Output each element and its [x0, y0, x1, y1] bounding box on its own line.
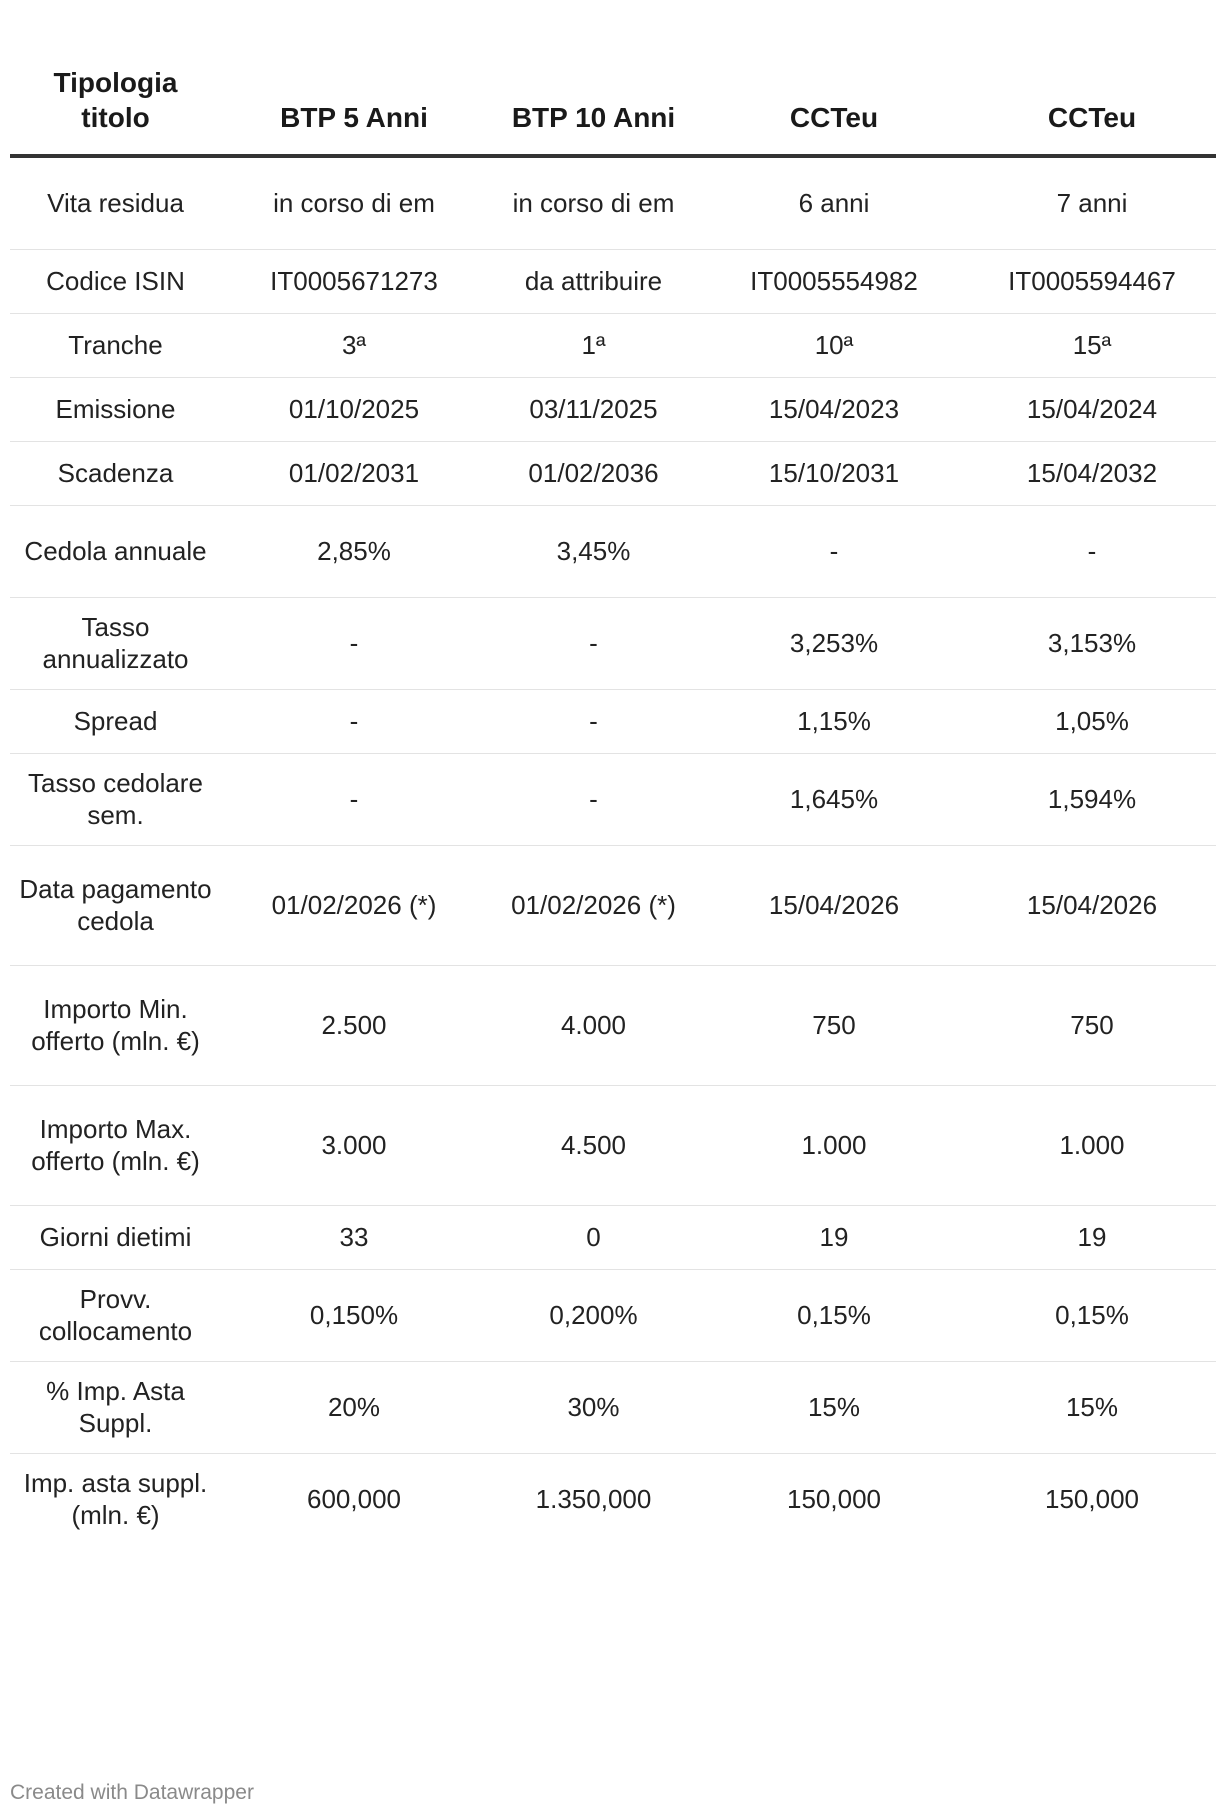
table-cell: 1,15%: [700, 689, 968, 753]
table-cell: 30%: [487, 1361, 700, 1453]
table-cell: -: [700, 505, 968, 597]
table-cell: 3,45%: [487, 505, 700, 597]
table-row: [10, 1205, 1216, 1269]
table-row: [10, 156, 1216, 249]
bond-auction-table: [10, 20, 1216, 1545]
table-cell: -: [487, 689, 700, 753]
table-row: [10, 1269, 1216, 1361]
table-cell: 19: [700, 1205, 968, 1269]
table-cell: 15%: [968, 1361, 1216, 1453]
table-cell: 1.000: [968, 1085, 1216, 1205]
table-cell: 1,645%: [700, 753, 968, 845]
row-label: Emissione: [10, 377, 221, 441]
table-cell: -: [487, 597, 700, 689]
table-cell: 7 anni: [968, 156, 1216, 249]
table-cell: 15/04/2032: [968, 441, 1216, 505]
table-cell: 750: [700, 965, 968, 1085]
table-row: [10, 597, 1216, 689]
table-row: [10, 965, 1216, 1085]
table-cell: 15ª: [968, 313, 1216, 377]
row-label: Tranche: [10, 313, 221, 377]
table-cell: 0,200%: [487, 1269, 700, 1361]
table-body: [10, 156, 1216, 1545]
table-cell: 2.500: [221, 965, 487, 1085]
table-cell: in corso di em: [221, 156, 487, 249]
table-row: [10, 1453, 1216, 1545]
table-cell: 15/04/2026: [968, 845, 1216, 965]
table-cell: 4.000: [487, 965, 700, 1085]
table-row: [10, 845, 1216, 965]
table-cell: 0,15%: [700, 1269, 968, 1361]
table-cell: IT0005554982: [700, 249, 968, 313]
table-cell: 01/02/2026 (*): [487, 845, 700, 965]
table-cell: 2,85%: [221, 505, 487, 597]
row-label: Codice ISIN: [10, 249, 221, 313]
table-row: [10, 377, 1216, 441]
table-cell: 3,253%: [700, 597, 968, 689]
table-cell: 15%: [700, 1361, 968, 1453]
table-cell: 0,15%: [968, 1269, 1216, 1361]
table-cell: 4.500: [487, 1085, 700, 1205]
header-btp-5-anni[interactable]: BTP 5 Anni: [221, 20, 487, 156]
row-label: Spread: [10, 689, 221, 753]
table-cell: 03/11/2025: [487, 377, 700, 441]
table-cell: in corso di em: [487, 156, 700, 249]
row-label: Giorni dietimi: [10, 1205, 221, 1269]
table-cell: 600,000: [307, 1484, 401, 1515]
table-row: [10, 753, 1216, 845]
table-cell: 01/02/2031: [221, 441, 487, 505]
table-cell: -: [487, 753, 700, 845]
row-label: Importo Max. offerto (mln. €): [10, 1085, 221, 1205]
table-cell: 33: [221, 1205, 487, 1269]
table-header: [10, 20, 1216, 156]
row-label: % Imp. Asta Suppl.: [10, 1361, 221, 1453]
table-cell: 0,150%: [221, 1269, 487, 1361]
table-cell: 3.000: [221, 1085, 487, 1205]
table-cell: 1,594%: [968, 753, 1216, 845]
table-cell: 10ª: [700, 313, 968, 377]
row-label: Vita residua: [10, 156, 221, 249]
table-cell: 1.000: [700, 1085, 968, 1205]
table-cell: 1.350,000: [535, 1484, 652, 1515]
header-row: [10, 20, 1216, 156]
table-row: [10, 505, 1216, 597]
table-cell: IT0005671273: [221, 249, 487, 313]
row-label: Imp. asta suppl. (mln. €): [23, 1468, 208, 1531]
table-cell: -: [221, 689, 487, 753]
table-cell: 750: [968, 965, 1216, 1085]
table-row: [10, 249, 1216, 313]
row-label: Data pagamento cedola: [10, 845, 221, 965]
header-ccteu-1[interactable]: CCTeu: [700, 20, 968, 156]
row-label: Tasso annualizzato: [10, 597, 221, 689]
table-row: [10, 441, 1216, 505]
header-btp-10-anni[interactable]: BTP 10 Anni: [487, 20, 700, 156]
table-cell: 01/02/2026 (*): [221, 845, 487, 965]
table-cell: 150,000: [787, 1484, 881, 1515]
row-label: Importo Min. offerto (mln. €): [10, 965, 221, 1085]
table-cell: 3,153%: [968, 597, 1216, 689]
table-cell: -: [221, 753, 487, 845]
table-cell: 01/10/2025: [221, 377, 487, 441]
row-label: Scadenza: [10, 441, 221, 505]
table-cell: 19: [968, 1205, 1216, 1269]
header-ccteu-2[interactable]: CCTeu: [968, 20, 1216, 156]
datawrapper-credit: Created with Datawrapper: [10, 1781, 254, 1804]
row-label: Cedola annuale: [10, 505, 221, 597]
table-cell: 15/10/2031: [700, 441, 968, 505]
table-cell: 3ª: [221, 313, 487, 377]
table-cell: 15/04/2024: [968, 377, 1216, 441]
table-cell: 20%: [221, 1361, 487, 1453]
table-row: [10, 689, 1216, 753]
table-cell: 150,000: [1045, 1484, 1139, 1515]
row-label: Tasso cedolare sem.: [10, 753, 221, 845]
table-cell: 1,05%: [968, 689, 1216, 753]
table-cell: -: [221, 597, 487, 689]
row-label: Provv. collocamento: [10, 1269, 221, 1361]
header-tipologia-titolo[interactable]: Tipologia titolo: [10, 20, 221, 156]
table-cell: 15/04/2023: [700, 377, 968, 441]
table-cell: -: [968, 505, 1216, 597]
table-row: [10, 1361, 1216, 1453]
table-row: [10, 313, 1216, 377]
table-cell: 01/02/2036: [487, 441, 700, 505]
table-cell: 15/04/2026: [700, 845, 968, 965]
table-cell: 0: [487, 1205, 700, 1269]
table-cell: 6 anni: [700, 156, 968, 249]
table-cell: 1ª: [487, 313, 700, 377]
table-row: [10, 1085, 1216, 1205]
table-cell: IT0005594467: [968, 249, 1216, 313]
table-cell: da attribuire: [487, 249, 700, 313]
